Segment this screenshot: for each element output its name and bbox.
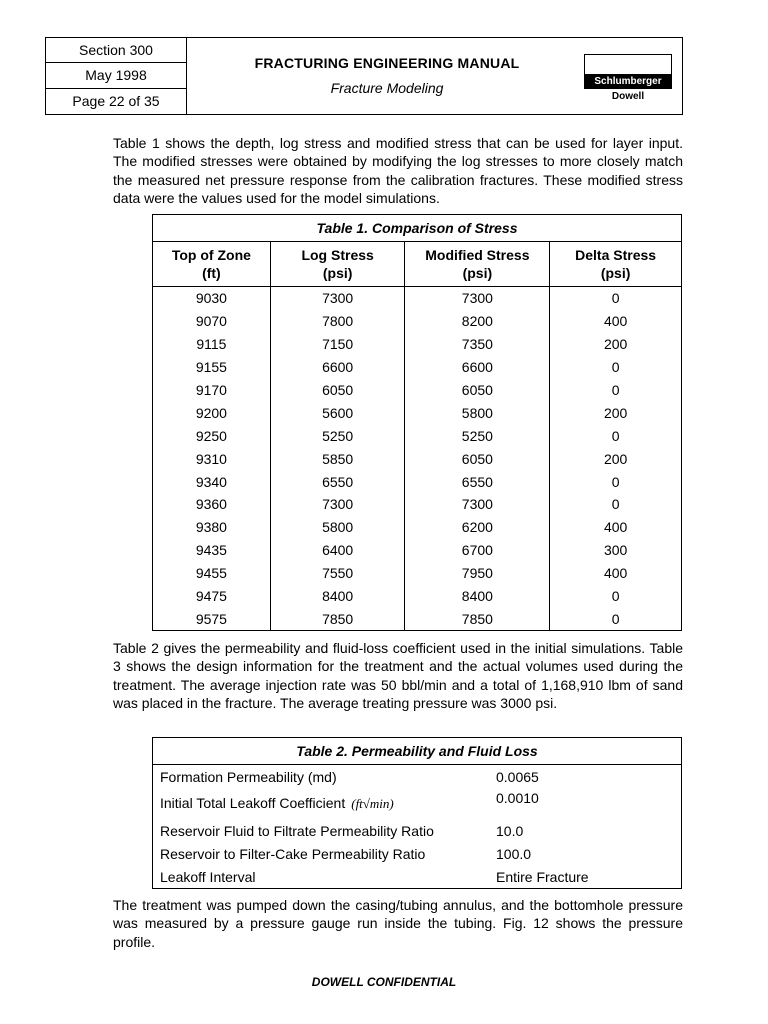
table-row	[153, 447, 682, 470]
table-cell: 5850	[270, 447, 405, 470]
table-cell: 6050	[405, 447, 550, 470]
parameter-label: Formation Permeability (md)	[160, 768, 337, 785]
parameter-label: Initial Total Leakoff Coefficient	[160, 795, 346, 811]
confidential-footer: DOWELL CONFIDENTIAL	[311, 975, 457, 989]
table-row	[153, 842, 682, 865]
table-cell: 6550	[405, 470, 550, 493]
parameter-label: Leakoff Interval	[160, 868, 256, 885]
parameter-value: 100.0	[496, 845, 532, 862]
column-header-unit: (psi)	[322, 265, 353, 281]
manual-title: FRACTURING ENGINEERING MANUAL	[254, 55, 520, 71]
parameter-label: Reservoir Fluid to Filtrate Permeability Ratio	[160, 822, 434, 839]
table-cell: 8400	[405, 585, 550, 608]
parameter-label-cell	[153, 788, 497, 819]
parameter-value: Entire Fracture	[496, 868, 589, 885]
table-cell: 5250	[270, 424, 405, 447]
table-cell: 5600	[270, 401, 405, 424]
table-cell: 200	[550, 401, 682, 424]
table-cell: 6050	[270, 379, 405, 402]
table-cell: 0	[550, 287, 682, 310]
table1-column-header	[270, 242, 405, 287]
page-number: Page 22 of 35	[72, 93, 160, 110]
table-cell: 9360	[153, 493, 271, 516]
parameter-value: 0.0065	[496, 768, 539, 785]
table-cell: 7300	[270, 493, 405, 516]
table1-column-header	[153, 242, 271, 287]
table-cell: 9575	[153, 607, 271, 630]
table-row	[153, 470, 682, 493]
table-cell: 5800	[270, 516, 405, 539]
logo-company-name: Schlumberger	[584, 74, 672, 89]
column-header-title: Delta Stress	[575, 247, 657, 263]
logo-frame	[584, 54, 672, 74]
table-cell: 7550	[270, 562, 405, 585]
parameter-label-cell	[153, 765, 497, 789]
table1-column-header	[405, 242, 550, 287]
table-row	[153, 865, 682, 889]
table-row	[153, 379, 682, 402]
table1-caption: Table 1. Comparison of Stress	[153, 215, 682, 242]
table-row	[153, 424, 682, 447]
table-cell: 5250	[405, 424, 550, 447]
header-title-block	[187, 38, 587, 114]
paragraph-treatment: The treatment was pumped down the casing/tubing annulus, and the bottomhole pressure was measured by a pressure gauge run inside the tubing. Fig. 12 shows the pressure profile.	[113, 897, 683, 950]
table-cell: 0	[550, 356, 682, 379]
table-row	[153, 585, 682, 608]
column-header-unit: (ft)	[202, 265, 221, 281]
table-cell: 7850	[405, 607, 550, 630]
table-cell: 6550	[270, 470, 405, 493]
table-cell: 6700	[405, 539, 550, 562]
header-info-column	[46, 38, 187, 114]
table2-caption: Table 2. Permeability and Fluid Loss	[153, 738, 682, 765]
table-cell: 7850	[270, 607, 405, 630]
table1-header-row	[153, 242, 682, 287]
table-cell: 9310	[153, 447, 271, 470]
table-cell: 8200	[405, 310, 550, 333]
company-logo	[584, 54, 672, 102]
table-cell: 7300	[270, 287, 405, 310]
table-cell: 7800	[270, 310, 405, 333]
table-cell: 400	[550, 310, 682, 333]
table-cell: 8400	[270, 585, 405, 608]
table-cell: 9030	[153, 287, 271, 310]
table-row	[153, 356, 682, 379]
paragraph-intro: Table 1 shows the depth, log stress and modified stress that can be used for layer input. The modified stresses were obtained by modifying the log stresses to more closely match the measured net pressure response from the calibration fractures. These modified stress data were the values used for the model simulations.	[113, 135, 683, 207]
table-cell: 7150	[270, 333, 405, 356]
table-cell: 0	[550, 493, 682, 516]
table-cell: 300	[550, 539, 682, 562]
table1-column-header	[550, 242, 682, 287]
table-cell: 9155	[153, 356, 271, 379]
table-cell: 9170	[153, 379, 271, 402]
paragraph-permeability: Table 2 gives the permeability and fluid-loss coefficient used in the initial simulations. Table 3 shows the design information for the treatment and the actual volumes used during the treatment. The average injection rate was 50 bbl/min and a total of 1,168,910 lbm of sand was placed in the fracture. The average treating pressure was 3000 psi.	[113, 640, 683, 712]
table-row	[153, 765, 682, 789]
table-row	[153, 539, 682, 562]
column-header-title: Log Stress	[301, 247, 374, 263]
parameter-label-cell	[153, 842, 497, 865]
table-row	[153, 310, 682, 333]
table-cell: 6400	[270, 539, 405, 562]
document-header	[45, 37, 683, 115]
column-header-unit: (psi)	[462, 265, 493, 281]
leakoff-units: (ft√min)	[351, 796, 394, 811]
table-row	[153, 562, 682, 585]
table-cell: 400	[550, 562, 682, 585]
table-row	[153, 493, 682, 516]
date-label: May 1998	[46, 63, 186, 88]
parameter-label-cell	[153, 819, 497, 842]
table-row	[153, 401, 682, 424]
table-cell: 0	[550, 607, 682, 630]
table-cell: 0	[550, 470, 682, 493]
table-row	[153, 607, 682, 630]
table-cell: 0	[550, 379, 682, 402]
table-cell: 200	[550, 447, 682, 470]
section-label: Section 300	[46, 38, 186, 63]
chapter-title: Fracture Modeling	[330, 80, 444, 96]
table-cell: 9455	[153, 562, 271, 585]
logo-division-name: Dowell	[611, 91, 645, 102]
column-header-unit: (psi)	[600, 265, 631, 281]
table-cell: 9435	[153, 539, 271, 562]
column-header-title: Modified Stress	[425, 247, 530, 263]
table-cell: 7350	[405, 333, 550, 356]
table-cell: 9475	[153, 585, 271, 608]
table-cell: 200	[550, 333, 682, 356]
table-cell: 9380	[153, 516, 271, 539]
table-cell: 9070	[153, 310, 271, 333]
table1-body	[153, 287, 682, 631]
parameter-label: Reservoir to Filter-Cake Permeability Ratio	[160, 845, 426, 862]
table-cell: 9250	[153, 424, 271, 447]
permeability-fluid-loss-table	[152, 737, 682, 889]
parameter-value: 0.0010	[496, 790, 539, 806]
table-row	[153, 788, 682, 819]
table-cell: 7300	[405, 493, 550, 516]
parameter-label-cell	[153, 865, 497, 889]
table-cell: 7300	[405, 287, 550, 310]
table-cell: 400	[550, 516, 682, 539]
table-row	[153, 287, 682, 310]
table-cell: 7950	[405, 562, 550, 585]
table-cell: 0	[550, 585, 682, 608]
table-cell: 6600	[270, 356, 405, 379]
table-cell: 6600	[405, 356, 550, 379]
parameter-value: 10.0	[496, 822, 524, 839]
column-header-title: Top of Zone	[171, 247, 251, 263]
table-cell: 5800	[405, 401, 550, 424]
table-row	[153, 819, 682, 842]
table-row	[153, 516, 682, 539]
table-cell: 6050	[405, 379, 550, 402]
table-cell: 9115	[153, 333, 271, 356]
table-row	[153, 333, 682, 356]
table-cell: 6200	[405, 516, 550, 539]
table-cell: 0	[550, 424, 682, 447]
stress-comparison-table	[152, 214, 682, 631]
table-cell: 9340	[153, 470, 271, 493]
table-cell: 9200	[153, 401, 271, 424]
